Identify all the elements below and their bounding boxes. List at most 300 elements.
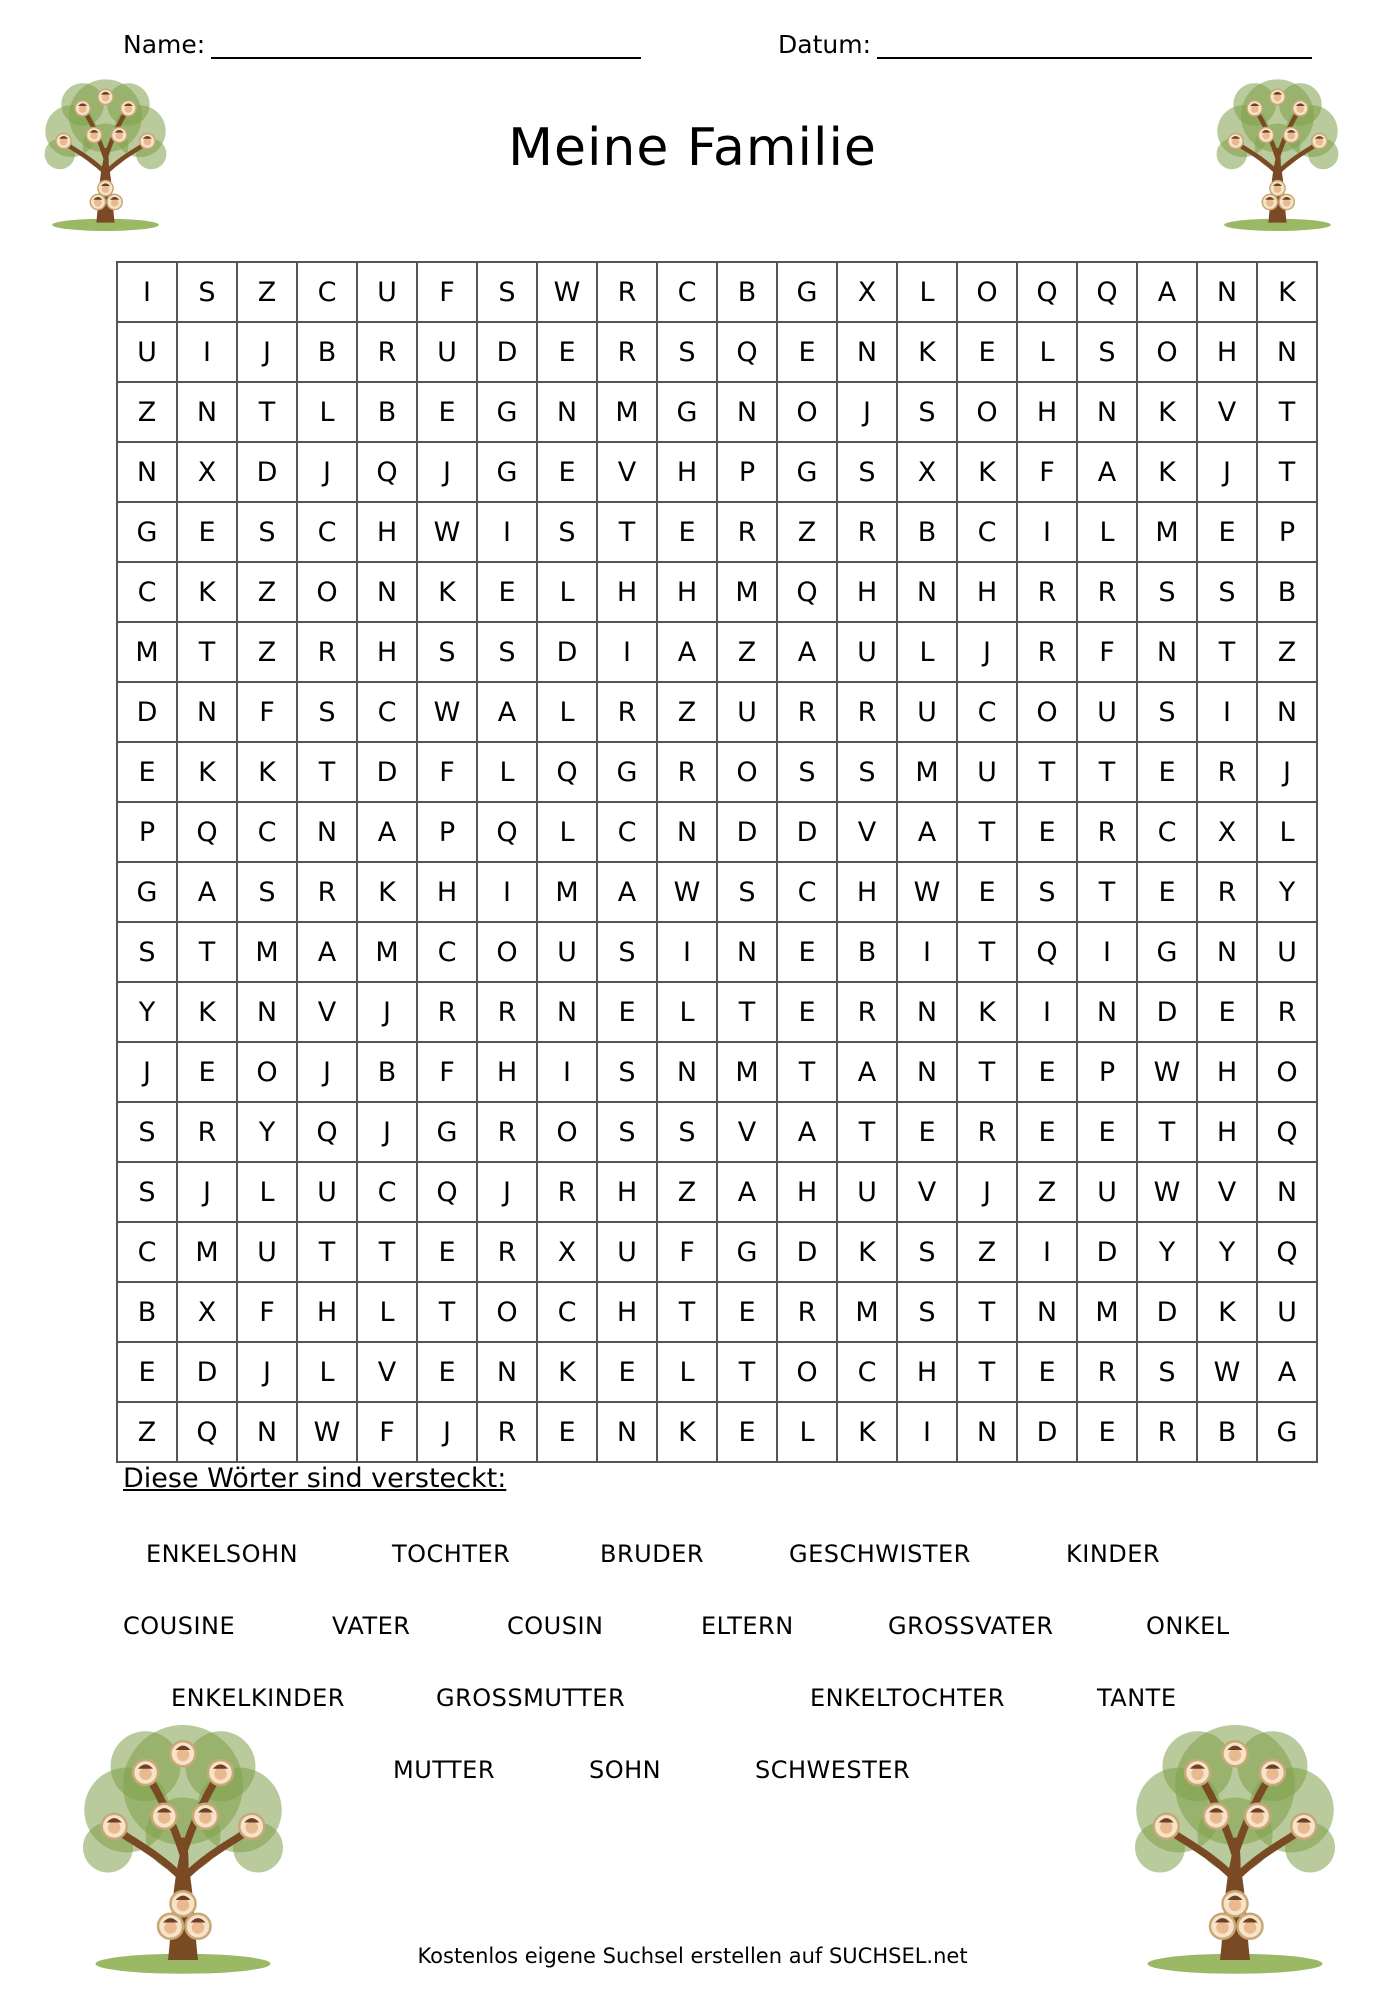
- grid-cell[interactable]: Q: [537, 742, 597, 802]
- grid-cell[interactable]: R: [297, 622, 357, 682]
- grid-cell[interactable]: Z: [957, 1222, 1017, 1282]
- grid-cell[interactable]: Q: [177, 802, 237, 862]
- grid-cell[interactable]: D: [537, 622, 597, 682]
- grid-cell[interactable]: H: [477, 1042, 537, 1102]
- grid-cell[interactable]: Q: [417, 1162, 477, 1222]
- grid-cell[interactable]: I: [657, 922, 717, 982]
- grid-cell[interactable]: G: [717, 1222, 777, 1282]
- grid-cell[interactable]: C: [957, 682, 1017, 742]
- grid-cell[interactable]: G: [597, 742, 657, 802]
- grid-cell[interactable]: T: [717, 1342, 777, 1402]
- grid-cell[interactable]: R: [1197, 862, 1257, 922]
- grid-cell[interactable]: H: [297, 1282, 357, 1342]
- grid-cell[interactable]: N: [1257, 1162, 1317, 1222]
- grid-cell[interactable]: R: [657, 742, 717, 802]
- grid-cell[interactable]: E: [957, 862, 1017, 922]
- grid-cell[interactable]: C: [417, 922, 477, 982]
- grid-cell[interactable]: T: [357, 1222, 417, 1282]
- grid-cell[interactable]: W: [657, 862, 717, 922]
- grid-cell[interactable]: B: [357, 1042, 417, 1102]
- grid-cell[interactable]: T: [177, 922, 237, 982]
- grid-cell[interactable]: S: [117, 922, 177, 982]
- grid-cell[interactable]: W: [1137, 1162, 1197, 1222]
- grid-cell[interactable]: Z: [117, 382, 177, 442]
- grid-cell[interactable]: N: [1197, 922, 1257, 982]
- grid-cell[interactable]: H: [837, 862, 897, 922]
- grid-cell[interactable]: C: [957, 502, 1017, 562]
- grid-cell[interactable]: T: [1197, 622, 1257, 682]
- grid-cell[interactable]: Q: [1017, 922, 1077, 982]
- grid-cell[interactable]: N: [657, 802, 717, 862]
- grid-cell[interactable]: V: [837, 802, 897, 862]
- grid-cell[interactable]: B: [357, 382, 417, 442]
- grid-cell[interactable]: R: [837, 982, 897, 1042]
- grid-cell[interactable]: Z: [117, 1402, 177, 1462]
- grid-cell[interactable]: E: [777, 982, 837, 1042]
- grid-cell[interactable]: P: [1257, 502, 1317, 562]
- grid-cell[interactable]: J: [1197, 442, 1257, 502]
- grid-cell[interactable]: E: [1197, 982, 1257, 1042]
- grid-cell[interactable]: R: [837, 502, 897, 562]
- grid-cell[interactable]: O: [477, 922, 537, 982]
- grid-cell[interactable]: L: [897, 262, 957, 322]
- grid-cell[interactable]: K: [177, 742, 237, 802]
- grid-cell[interactable]: M: [237, 922, 297, 982]
- grid-cell[interactable]: D: [357, 742, 417, 802]
- grid-cell[interactable]: S: [477, 622, 537, 682]
- grid-cell[interactable]: A: [1077, 442, 1137, 502]
- grid-cell[interactable]: H: [1017, 382, 1077, 442]
- grid-cell[interactable]: J: [177, 1162, 237, 1222]
- grid-cell[interactable]: E: [1017, 1342, 1077, 1402]
- grid-cell[interactable]: C: [537, 1282, 597, 1342]
- grid-cell[interactable]: R: [1077, 1342, 1137, 1402]
- grid-cell[interactable]: R: [597, 262, 657, 322]
- grid-cell[interactable]: J: [957, 1162, 1017, 1222]
- grid-cell[interactable]: I: [477, 862, 537, 922]
- grid-cell[interactable]: J: [297, 442, 357, 502]
- grid-cell[interactable]: Z: [717, 622, 777, 682]
- grid-cell[interactable]: F: [237, 682, 297, 742]
- grid-cell[interactable]: I: [597, 622, 657, 682]
- grid-cell[interactable]: O: [1017, 682, 1077, 742]
- grid-cell[interactable]: N: [1077, 982, 1137, 1042]
- grid-cell[interactable]: U: [957, 742, 1017, 802]
- grid-cell[interactable]: H: [837, 562, 897, 622]
- grid-cell[interactable]: T: [237, 382, 297, 442]
- grid-cell[interactable]: S: [1137, 562, 1197, 622]
- grid-cell[interactable]: S: [1137, 1342, 1197, 1402]
- grid-cell[interactable]: K: [957, 442, 1017, 502]
- grid-cell[interactable]: V: [357, 1342, 417, 1402]
- grid-cell[interactable]: C: [297, 262, 357, 322]
- grid-cell[interactable]: C: [597, 802, 657, 862]
- grid-cell[interactable]: L: [537, 562, 597, 622]
- grid-cell[interactable]: T: [1017, 742, 1077, 802]
- grid-cell[interactable]: N: [1197, 262, 1257, 322]
- grid-cell[interactable]: I: [1017, 1222, 1077, 1282]
- grid-cell[interactable]: W: [297, 1402, 357, 1462]
- grid-cell[interactable]: N: [657, 1042, 717, 1102]
- grid-cell[interactable]: R: [357, 322, 417, 382]
- grid-cell[interactable]: D: [717, 802, 777, 862]
- grid-cell[interactable]: R: [1017, 622, 1077, 682]
- grid-cell[interactable]: C: [117, 562, 177, 622]
- grid-cell[interactable]: T: [837, 1102, 897, 1162]
- grid-cell[interactable]: S: [897, 382, 957, 442]
- grid-cell[interactable]: J: [297, 1042, 357, 1102]
- grid-cell[interactable]: M: [1137, 502, 1197, 562]
- grid-cell[interactable]: A: [777, 1102, 837, 1162]
- grid-cell[interactable]: T: [417, 1282, 477, 1342]
- grid-cell[interactable]: S: [477, 262, 537, 322]
- grid-cell[interactable]: T: [957, 802, 1017, 862]
- grid-cell[interactable]: S: [117, 1102, 177, 1162]
- grid-cell[interactable]: N: [717, 382, 777, 442]
- grid-cell[interactable]: E: [777, 922, 837, 982]
- grid-cell[interactable]: V: [1197, 1162, 1257, 1222]
- grid-cell[interactable]: V: [297, 982, 357, 1042]
- grid-cell[interactable]: H: [657, 562, 717, 622]
- grid-cell[interactable]: P: [717, 442, 777, 502]
- grid-cell[interactable]: K: [1197, 1282, 1257, 1342]
- grid-cell[interactable]: Q: [357, 442, 417, 502]
- grid-cell[interactable]: O: [297, 562, 357, 622]
- grid-cell[interactable]: Y: [117, 982, 177, 1042]
- grid-cell[interactable]: Q: [177, 1402, 237, 1462]
- date-field[interactable]: [778, 30, 1312, 59]
- grid-cell[interactable]: I: [117, 262, 177, 322]
- grid-cell[interactable]: J: [357, 1102, 417, 1162]
- grid-cell[interactable]: R: [477, 1222, 537, 1282]
- grid-cell[interactable]: U: [837, 622, 897, 682]
- grid-cell[interactable]: T: [597, 502, 657, 562]
- grid-cell[interactable]: N: [897, 1042, 957, 1102]
- grid-cell[interactable]: B: [297, 322, 357, 382]
- grid-cell[interactable]: N: [1137, 622, 1197, 682]
- grid-cell[interactable]: R: [777, 682, 837, 742]
- grid-cell[interactable]: E: [417, 382, 477, 442]
- grid-cell[interactable]: U: [717, 682, 777, 742]
- grid-cell[interactable]: D: [1077, 1222, 1137, 1282]
- grid-cell[interactable]: H: [417, 862, 477, 922]
- grid-cell[interactable]: E: [417, 1342, 477, 1402]
- grid-cell[interactable]: W: [897, 862, 957, 922]
- grid-cell[interactable]: D: [477, 322, 537, 382]
- grid-cell[interactable]: S: [897, 1222, 957, 1282]
- grid-cell[interactable]: Z: [657, 1162, 717, 1222]
- grid-cell[interactable]: K: [537, 1342, 597, 1402]
- grid-cell[interactable]: M: [117, 622, 177, 682]
- grid-cell[interactable]: T: [957, 1282, 1017, 1342]
- grid-cell[interactable]: M: [537, 862, 597, 922]
- grid-cell[interactable]: Q: [1257, 1102, 1317, 1162]
- grid-cell[interactable]: W: [537, 262, 597, 322]
- grid-cell[interactable]: K: [177, 562, 237, 622]
- grid-cell[interactable]: R: [177, 1102, 237, 1162]
- grid-cell[interactable]: D: [177, 1342, 237, 1402]
- grid-cell[interactable]: R: [597, 682, 657, 742]
- grid-cell[interactable]: P: [117, 802, 177, 862]
- grid-cell[interactable]: H: [1197, 1042, 1257, 1102]
- grid-cell[interactable]: S: [837, 442, 897, 502]
- grid-cell[interactable]: U: [1257, 922, 1317, 982]
- grid-cell[interactable]: E: [177, 1042, 237, 1102]
- grid-cell[interactable]: K: [1257, 262, 1317, 322]
- grid-cell[interactable]: N: [357, 562, 417, 622]
- grid-cell[interactable]: D: [117, 682, 177, 742]
- grid-cell[interactable]: E: [537, 442, 597, 502]
- grid-cell[interactable]: W: [1197, 1342, 1257, 1402]
- grid-cell[interactable]: L: [357, 1282, 417, 1342]
- grid-cell[interactable]: U: [237, 1222, 297, 1282]
- name-line[interactable]: [211, 31, 641, 59]
- grid-cell[interactable]: T: [957, 922, 1017, 982]
- grid-cell[interactable]: L: [657, 982, 717, 1042]
- grid-cell[interactable]: C: [777, 862, 837, 922]
- grid-cell[interactable]: R: [717, 502, 777, 562]
- grid-cell[interactable]: K: [837, 1402, 897, 1462]
- grid-cell[interactable]: M: [1077, 1282, 1137, 1342]
- grid-cell[interactable]: N: [837, 322, 897, 382]
- grid-cell[interactable]: L: [297, 1342, 357, 1402]
- grid-cell[interactable]: G: [417, 1102, 477, 1162]
- grid-cell[interactable]: Z: [657, 682, 717, 742]
- grid-cell[interactable]: H: [957, 562, 1017, 622]
- grid-cell[interactable]: R: [477, 1402, 537, 1462]
- grid-cell[interactable]: I: [1017, 982, 1077, 1042]
- grid-cell[interactable]: C: [1137, 802, 1197, 862]
- grid-cell[interactable]: V: [597, 442, 657, 502]
- grid-cell[interactable]: T: [717, 982, 777, 1042]
- grid-cell[interactable]: E: [1137, 862, 1197, 922]
- grid-cell[interactable]: R: [537, 1162, 597, 1222]
- grid-cell[interactable]: R: [477, 1102, 537, 1162]
- grid-cell[interactable]: N: [717, 922, 777, 982]
- grid-cell[interactable]: O: [1137, 322, 1197, 382]
- grid-cell[interactable]: S: [237, 862, 297, 922]
- grid-cell[interactable]: R: [1077, 562, 1137, 622]
- grid-cell[interactable]: E: [117, 742, 177, 802]
- grid-cell[interactable]: K: [1137, 382, 1197, 442]
- grid-cell[interactable]: A: [717, 1162, 777, 1222]
- grid-cell[interactable]: R: [417, 982, 477, 1042]
- grid-cell[interactable]: S: [777, 742, 837, 802]
- grid-cell[interactable]: X: [837, 262, 897, 322]
- grid-cell[interactable]: O: [777, 1342, 837, 1402]
- grid-cell[interactable]: I: [1017, 502, 1077, 562]
- grid-cell[interactable]: K: [957, 982, 1017, 1042]
- grid-cell[interactable]: H: [777, 1162, 837, 1222]
- grid-cell[interactable]: N: [897, 562, 957, 622]
- grid-cell[interactable]: S: [657, 1102, 717, 1162]
- grid-cell[interactable]: D: [237, 442, 297, 502]
- grid-cell[interactable]: F: [357, 1402, 417, 1462]
- grid-cell[interactable]: E: [1077, 1102, 1137, 1162]
- grid-cell[interactable]: F: [1017, 442, 1077, 502]
- grid-cell[interactable]: I: [177, 322, 237, 382]
- grid-cell[interactable]: T: [957, 1042, 1017, 1102]
- grid-cell[interactable]: S: [537, 502, 597, 562]
- grid-cell[interactable]: U: [597, 1222, 657, 1282]
- grid-cell[interactable]: R: [477, 982, 537, 1042]
- grid-cell[interactable]: J: [837, 382, 897, 442]
- grid-cell[interactable]: L: [1257, 802, 1317, 862]
- grid-cell[interactable]: J: [357, 982, 417, 1042]
- grid-cell[interactable]: S: [837, 742, 897, 802]
- grid-cell[interactable]: T: [1137, 1102, 1197, 1162]
- grid-cell[interactable]: Z: [237, 262, 297, 322]
- grid-cell[interactable]: A: [177, 862, 237, 922]
- grid-cell[interactable]: N: [597, 1402, 657, 1462]
- grid-cell[interactable]: F: [417, 742, 477, 802]
- grid-cell[interactable]: E: [537, 322, 597, 382]
- grid-cell[interactable]: G: [1137, 922, 1197, 982]
- grid-cell[interactable]: H: [597, 1162, 657, 1222]
- grid-cell[interactable]: P: [417, 802, 477, 862]
- grid-cell[interactable]: B: [1197, 1402, 1257, 1462]
- grid-cell[interactable]: X: [177, 442, 237, 502]
- grid-cell[interactable]: K: [357, 862, 417, 922]
- grid-cell[interactable]: M: [717, 1042, 777, 1102]
- grid-cell[interactable]: J: [477, 1162, 537, 1222]
- grid-cell[interactable]: M: [897, 742, 957, 802]
- grid-cell[interactable]: R: [1017, 562, 1077, 622]
- grid-cell[interactable]: B: [117, 1282, 177, 1342]
- grid-cell[interactable]: B: [897, 502, 957, 562]
- grid-cell[interactable]: N: [1257, 682, 1317, 742]
- grid-cell[interactable]: U: [1077, 1162, 1137, 1222]
- grid-cell[interactable]: Y: [237, 1102, 297, 1162]
- grid-cell[interactable]: A: [897, 802, 957, 862]
- grid-cell[interactable]: U: [897, 682, 957, 742]
- grid-cell[interactable]: S: [897, 1282, 957, 1342]
- grid-cell[interactable]: U: [1077, 682, 1137, 742]
- grid-cell[interactable]: T: [177, 622, 237, 682]
- grid-cell[interactable]: D: [1137, 1282, 1197, 1342]
- grid-cell[interactable]: H: [357, 502, 417, 562]
- grid-cell[interactable]: E: [897, 1102, 957, 1162]
- grid-cell[interactable]: K: [657, 1402, 717, 1462]
- grid-cell[interactable]: W: [417, 682, 477, 742]
- grid-cell[interactable]: E: [537, 1402, 597, 1462]
- grid-cell[interactable]: A: [357, 802, 417, 862]
- grid-cell[interactable]: L: [537, 682, 597, 742]
- grid-cell[interactable]: I: [897, 922, 957, 982]
- grid-cell[interactable]: E: [777, 322, 837, 382]
- grid-cell[interactable]: Q: [717, 322, 777, 382]
- grid-cell[interactable]: L: [477, 742, 537, 802]
- grid-cell[interactable]: R: [1197, 742, 1257, 802]
- grid-cell[interactable]: S: [597, 922, 657, 982]
- grid-cell[interactable]: X: [897, 442, 957, 502]
- grid-cell[interactable]: J: [237, 322, 297, 382]
- grid-cell[interactable]: L: [537, 802, 597, 862]
- grid-cell[interactable]: M: [177, 1222, 237, 1282]
- grid-cell[interactable]: U: [1257, 1282, 1317, 1342]
- grid-cell[interactable]: D: [1017, 1402, 1077, 1462]
- grid-cell[interactable]: E: [417, 1222, 477, 1282]
- grid-cell[interactable]: E: [957, 322, 1017, 382]
- grid-cell[interactable]: Q: [1077, 262, 1137, 322]
- grid-cell[interactable]: T: [1077, 742, 1137, 802]
- grid-cell[interactable]: R: [957, 1102, 1017, 1162]
- grid-cell[interactable]: Z: [1257, 622, 1317, 682]
- grid-cell[interactable]: N: [1077, 382, 1137, 442]
- grid-cell[interactable]: H: [897, 1342, 957, 1402]
- grid-cell[interactable]: M: [597, 382, 657, 442]
- grid-cell[interactable]: O: [957, 262, 1017, 322]
- grid-cell[interactable]: L: [237, 1162, 297, 1222]
- grid-cell[interactable]: O: [477, 1282, 537, 1342]
- grid-cell[interactable]: Q: [477, 802, 537, 862]
- grid-cell[interactable]: N: [297, 802, 357, 862]
- grid-cell[interactable]: N: [237, 982, 297, 1042]
- grid-cell[interactable]: L: [777, 1402, 837, 1462]
- grid-cell[interactable]: I: [1077, 922, 1137, 982]
- grid-cell[interactable]: D: [1137, 982, 1197, 1042]
- grid-cell[interactable]: U: [117, 322, 177, 382]
- grid-cell[interactable]: E: [1017, 802, 1077, 862]
- grid-cell[interactable]: J: [417, 442, 477, 502]
- grid-cell[interactable]: I: [1197, 682, 1257, 742]
- grid-cell[interactable]: T: [1257, 442, 1317, 502]
- grid-cell[interactable]: H: [597, 1282, 657, 1342]
- grid-cell[interactable]: C: [657, 262, 717, 322]
- grid-cell[interactable]: M: [837, 1282, 897, 1342]
- grid-cell[interactable]: F: [417, 1042, 477, 1102]
- grid-cell[interactable]: S: [597, 1102, 657, 1162]
- grid-cell[interactable]: W: [417, 502, 477, 562]
- grid-cell[interactable]: A: [657, 622, 717, 682]
- grid-cell[interactable]: H: [357, 622, 417, 682]
- grid-cell[interactable]: Q: [1257, 1222, 1317, 1282]
- grid-cell[interactable]: E: [117, 1342, 177, 1402]
- grid-cell[interactable]: H: [1197, 1102, 1257, 1162]
- grid-cell[interactable]: S: [177, 262, 237, 322]
- grid-cell[interactable]: Q: [1017, 262, 1077, 322]
- grid-cell[interactable]: M: [717, 562, 777, 622]
- grid-cell[interactable]: E: [477, 562, 537, 622]
- grid-cell[interactable]: E: [1017, 1102, 1077, 1162]
- grid-cell[interactable]: S: [237, 502, 297, 562]
- grid-cell[interactable]: U: [537, 922, 597, 982]
- grid-cell[interactable]: Y: [1257, 862, 1317, 922]
- grid-cell[interactable]: H: [1197, 322, 1257, 382]
- grid-cell[interactable]: F: [1077, 622, 1137, 682]
- grid-cell[interactable]: M: [357, 922, 417, 982]
- grid-cell[interactable]: S: [717, 862, 777, 922]
- grid-cell[interactable]: Q: [297, 1102, 357, 1162]
- grid-cell[interactable]: G: [477, 382, 537, 442]
- grid-cell[interactable]: D: [777, 1222, 837, 1282]
- grid-cell[interactable]: I: [897, 1402, 957, 1462]
- grid-cell[interactable]: N: [1017, 1282, 1077, 1342]
- grid-cell[interactable]: S: [297, 682, 357, 742]
- grid-cell[interactable]: K: [417, 562, 477, 622]
- grid-cell[interactable]: P: [1077, 1042, 1137, 1102]
- grid-cell[interactable]: T: [1257, 382, 1317, 442]
- grid-cell[interactable]: K: [837, 1222, 897, 1282]
- grid-cell[interactable]: A: [837, 1042, 897, 1102]
- grid-cell[interactable]: E: [657, 502, 717, 562]
- grid-cell[interactable]: K: [1137, 442, 1197, 502]
- grid-cell[interactable]: G: [1257, 1402, 1317, 1462]
- grid-cell[interactable]: N: [177, 382, 237, 442]
- grid-cell[interactable]: U: [837, 1162, 897, 1222]
- grid-cell[interactable]: S: [1017, 862, 1077, 922]
- grid-cell[interactable]: C: [237, 802, 297, 862]
